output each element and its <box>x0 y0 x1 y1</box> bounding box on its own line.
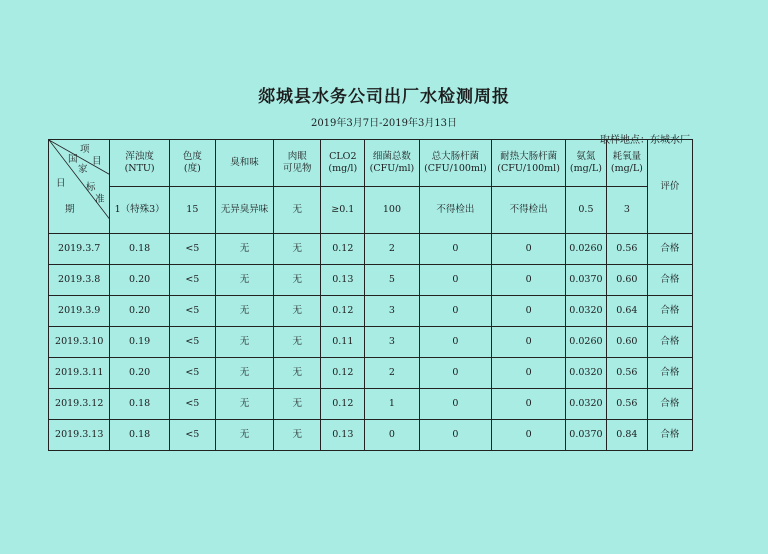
table-cell: 0 <box>492 358 566 389</box>
table-cell: <5 <box>169 389 215 420</box>
table-cell: 0.18 <box>110 420 169 451</box>
corner-standard-4: 准 <box>95 194 105 205</box>
column-header-9 <box>606 140 647 187</box>
column-header-line: 耐热大肠杆菌 <box>500 151 558 163</box>
table-cell: 3 <box>365 296 419 327</box>
table-cell: 0 <box>419 389 492 420</box>
table-cell: 无 <box>274 234 321 265</box>
table-cell: 0 <box>492 265 566 296</box>
standard-value: 1（特殊3） <box>110 187 169 234</box>
table-cell: 0.60 <box>606 265 647 296</box>
table-cell: 1 <box>365 389 419 420</box>
table-cell: 0.56 <box>606 234 647 265</box>
column-header-line: CLO2 <box>329 151 357 163</box>
table-cell: 0 <box>419 358 492 389</box>
table-cell: 0.0320 <box>565 389 606 420</box>
table-cell: 0.0370 <box>565 420 606 451</box>
column-header-line: 细菌总数 <box>372 151 411 163</box>
column-header-3 <box>274 140 321 187</box>
column-header-line: (CFU/100ml) <box>497 163 560 174</box>
column-header-line: 浑浊度 <box>125 151 154 163</box>
table-cell: <5 <box>169 358 215 389</box>
table-cell: 无 <box>215 358 273 389</box>
table-cell: 0 <box>492 420 566 451</box>
table-cell: 0 <box>492 296 566 327</box>
column-header-5 <box>365 140 419 187</box>
table-cell: 0 <box>419 265 492 296</box>
sampling-location: 取样地点：东城水厂 <box>600 135 690 146</box>
table-cell: 2 <box>365 234 419 265</box>
standard-value: 0.5 <box>565 187 606 234</box>
date-range: 2019年3月7日-2019年3月13日 <box>310 118 458 129</box>
eval-header: 评价 <box>647 140 692 234</box>
row-date: 2019.3.10 <box>49 327 110 358</box>
column-header-line: (mg/L) <box>569 163 602 174</box>
table-row <box>49 420 693 451</box>
table-row <box>49 296 693 327</box>
row-eval: 合格 <box>647 234 692 265</box>
diagonal-corner-cell <box>49 140 110 234</box>
table-cell: 0.0320 <box>565 296 606 327</box>
standard-value: 无异臭异味 <box>215 187 273 234</box>
table-cell: 无 <box>215 234 273 265</box>
table-cell: 5 <box>365 265 419 296</box>
column-header-line: 氨氮 <box>576 151 596 163</box>
row-date: 2019.3.12 <box>49 389 110 420</box>
table-cell: 0.12 <box>321 234 365 265</box>
column-header-line: 肉眼 <box>287 151 307 163</box>
table-cell: 无 <box>215 420 273 451</box>
row-eval: 合格 <box>647 296 692 327</box>
column-header-6 <box>419 140 492 187</box>
table-cell: 3 <box>365 327 419 358</box>
column-header-7 <box>492 140 566 187</box>
column-header-line: 臭和味 <box>230 157 259 169</box>
table-cell: <5 <box>169 265 215 296</box>
table-cell: 无 <box>274 389 321 420</box>
table-cell: 0.11 <box>321 327 365 358</box>
row-date: 2019.3.7 <box>49 234 110 265</box>
row-eval: 合格 <box>647 389 692 420</box>
column-header-0 <box>110 140 169 187</box>
table-cell: 0 <box>419 234 492 265</box>
table-row <box>49 389 693 420</box>
water-quality-table <box>48 139 693 451</box>
table-row <box>49 234 693 265</box>
header-row <box>49 140 693 187</box>
corner-item-2: 目 <box>92 156 102 167</box>
column-header-line: (CFU/ml) <box>369 163 415 174</box>
table-cell: 0.84 <box>606 420 647 451</box>
table-cell: 0.20 <box>110 296 169 327</box>
table-cell: 0.20 <box>110 265 169 296</box>
table-cell: <5 <box>169 327 215 358</box>
table-cell: 0 <box>365 420 419 451</box>
table-cell: 0 <box>419 327 492 358</box>
corner-standard-2: 家 <box>78 164 88 175</box>
table-cell: 0.0260 <box>565 234 606 265</box>
column-header-line: 总大肠杆菌 <box>431 151 480 163</box>
table-cell: <5 <box>169 234 215 265</box>
column-header-line: (度) <box>183 163 201 174</box>
row-date: 2019.3.13 <box>49 420 110 451</box>
row-eval: 合格 <box>647 327 692 358</box>
corner-date-2: 期 <box>65 204 75 215</box>
table-cell: <5 <box>169 296 215 327</box>
standard-value: 不得检出 <box>419 187 492 234</box>
table-row <box>49 358 693 389</box>
standard-value: 无 <box>274 187 321 234</box>
column-header-line: (NTU) <box>124 163 155 174</box>
standards-row <box>49 187 693 234</box>
column-header-4 <box>321 140 365 187</box>
table-cell: 无 <box>274 420 321 451</box>
table-cell: 0 <box>419 296 492 327</box>
table-cell: 0.0320 <box>565 358 606 389</box>
table-cell: 0.13 <box>321 265 365 296</box>
table-cell: 无 <box>215 296 273 327</box>
row-date: 2019.3.11 <box>49 358 110 389</box>
row-eval: 合格 <box>647 358 692 389</box>
table-cell: 0.18 <box>110 389 169 420</box>
row-date: 2019.3.8 <box>49 265 110 296</box>
column-header-1 <box>169 140 215 187</box>
corner-standard-1: 国 <box>68 154 78 165</box>
corner-item-1: 项 <box>80 144 90 155</box>
report-title: 郯城县水务公司出厂水检测周报 <box>258 87 510 107</box>
row-eval: 合格 <box>647 265 692 296</box>
table-cell: 无 <box>215 265 273 296</box>
table-cell: 0.12 <box>321 389 365 420</box>
table-cell: 0.0370 <box>565 265 606 296</box>
table-cell: 0.12 <box>321 358 365 389</box>
table-cell: 0 <box>492 234 566 265</box>
standard-value: ≥0.1 <box>321 187 365 234</box>
table-cell: 0.19 <box>110 327 169 358</box>
column-header-line: 可见物 <box>282 163 312 174</box>
table-cell: 无 <box>274 296 321 327</box>
row-date: 2019.3.9 <box>49 296 110 327</box>
column-header-line: (mg/L) <box>610 163 643 174</box>
table-cell: 0.20 <box>110 358 169 389</box>
standard-value: 100 <box>365 187 419 234</box>
table-cell: 0.60 <box>606 327 647 358</box>
table-cell: 0.18 <box>110 234 169 265</box>
table-cell: 无 <box>274 265 321 296</box>
table-cell: 2 <box>365 358 419 389</box>
table-cell: 0.13 <box>321 420 365 451</box>
column-header-line: (mg/l) <box>328 163 358 174</box>
table-cell: 0.64 <box>606 296 647 327</box>
corner-date-1: 日 <box>56 178 66 189</box>
corner-standard-3: 标 <box>86 182 96 193</box>
table-cell: 无 <box>274 358 321 389</box>
table-cell: 无 <box>274 327 321 358</box>
row-eval: 合格 <box>647 420 692 451</box>
standard-value: 不得检出 <box>492 187 566 234</box>
table-cell: 0.12 <box>321 296 365 327</box>
table-cell: 0 <box>419 420 492 451</box>
table-cell: 0.56 <box>606 389 647 420</box>
standard-value: 3 <box>606 187 647 234</box>
table-cell: 0.0260 <box>565 327 606 358</box>
table-cell: 0.56 <box>606 358 647 389</box>
table-cell: 0 <box>492 389 566 420</box>
table-cell: 无 <box>215 389 273 420</box>
column-header-line: 耗氧量 <box>612 151 642 163</box>
table-cell: 0 <box>492 327 566 358</box>
table-row <box>49 265 693 296</box>
column-header-2 <box>215 140 273 187</box>
table-body <box>49 140 693 451</box>
standard-value: 15 <box>169 187 215 234</box>
column-header-line: (CFU/100ml) <box>424 163 487 174</box>
table-cell: 无 <box>215 327 273 358</box>
column-header-line: 色度 <box>182 151 202 163</box>
table-row <box>49 327 693 358</box>
column-header-8 <box>565 140 606 187</box>
table-cell: <5 <box>169 420 215 451</box>
